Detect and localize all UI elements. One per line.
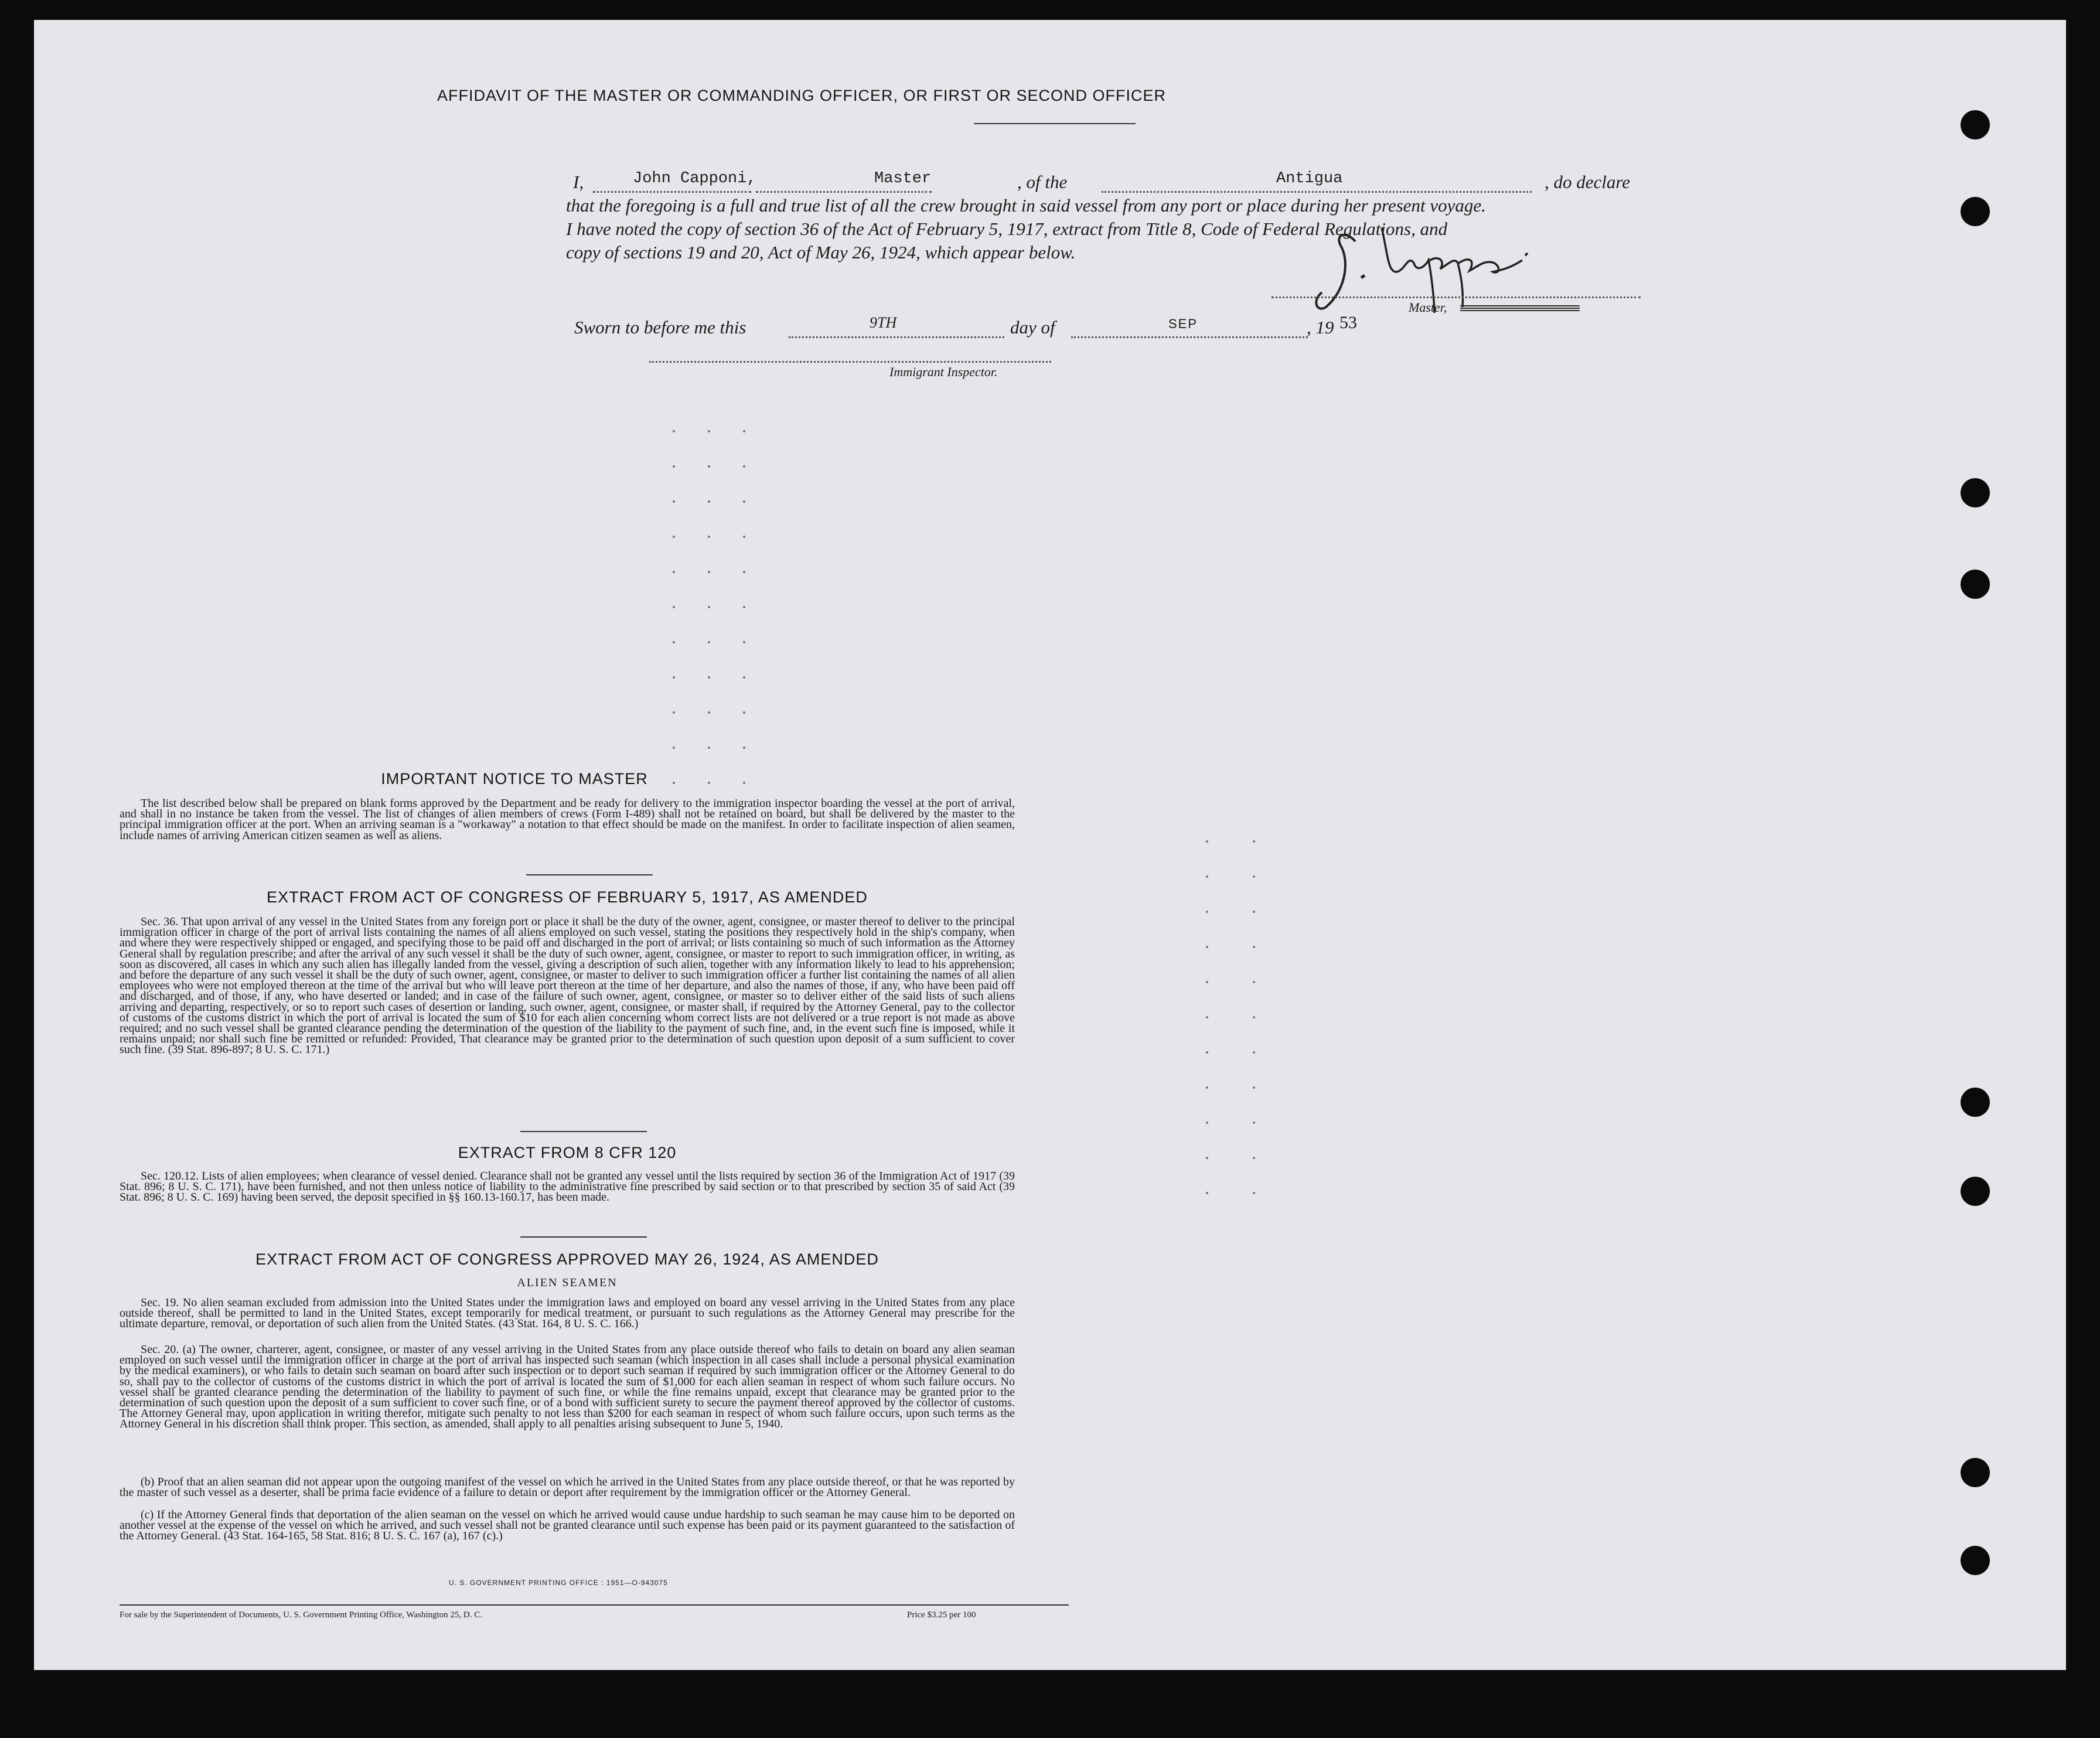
extract-1924-subtitle: ALIEN SEAMEN xyxy=(517,1276,618,1289)
scan-dot xyxy=(1206,946,1208,948)
scan-dot xyxy=(743,430,745,432)
sale-notice: For sale by the Superintendent of Documents, U. S. Government Printing Office, Washington 25, D. C. xyxy=(120,1610,482,1620)
scan-dot xyxy=(743,536,745,538)
scan-dot xyxy=(708,782,710,784)
vessel-name-field: Antigua xyxy=(1276,170,1343,188)
scan-dot xyxy=(743,500,745,503)
sworn-label: Sworn to before me this xyxy=(574,317,746,338)
scan-dot xyxy=(1206,1157,1208,1159)
scan-dot xyxy=(1253,875,1255,878)
scan-dot xyxy=(1206,1122,1208,1124)
vessel-field-line xyxy=(1102,191,1532,193)
scan-dot xyxy=(708,571,710,573)
scan-dot xyxy=(673,571,675,573)
scan-dot xyxy=(1206,1086,1208,1089)
sec-19-body: Sec. 19. No alien seaman excluded from admission into the United States under the immigration laws and employed on board any vessel arriving in the United States from any place outside thereof, shall be permitted to land in the United States, except temporarily for medical treatment, or pursuant to such regulations as the Attorney General may prescribe for the ultimate departure, removal, or deportation of such alien from the United States. (43 Stat. 164, 8 U. S. C. 166.) xyxy=(120,1296,1015,1331)
sworn-month-field: SEP xyxy=(1168,316,1198,331)
rank-field: Master xyxy=(874,170,932,188)
extract-1924-title: EXTRACT FROM ACT OF CONGRESS APPROVED MAY 26, 1924, AS AMENDED xyxy=(255,1250,879,1268)
price-label: Price $3.25 per 100 xyxy=(907,1610,976,1620)
scan-dot xyxy=(1206,1051,1208,1054)
extract-cfr-body: Sec. 120.12. Lists of alien employees; when clearance of vessel denied. Clearance shall not be granted any vessel until the lists required by section 36 of the Immigration Act of 1917 (39 Stat. 896; 8 U. S. C. 171), have been furnished, and not then unless notice of liability to the administrative fine prescribed by said section or to that prescribed by section 35 of said Act (39 Stat. 896; 8 U. S. C. 169) having been served, the deposit specified in §§ 160.13-160.17, has been made. xyxy=(120,1170,1015,1204)
scan-dot xyxy=(1253,1192,1255,1194)
affidavit-line-2: that the foregoing is a full and true list of all the crew brought in said vessel from any port or place during her present voyage. xyxy=(566,195,1486,216)
scan-dot xyxy=(1253,1086,1255,1089)
scan-dot xyxy=(1206,911,1208,913)
sec-20b-body: (b) Proof that an alien seaman did not appear upon the outgoing manifest of the vessel on which he arrived in the United States from any place outside thereof, or that he was reported by the master of such vessel as a deserter, shall be prima facie evidence of a failure to detain or deport after requirement by the immigration officer or the Attorney General. xyxy=(120,1475,1015,1500)
punch-hole xyxy=(1961,1088,1990,1117)
scan-dot xyxy=(708,500,710,503)
scan-dot xyxy=(708,747,710,749)
scan-dot xyxy=(1206,981,1208,983)
extract-1917-title: EXTRACT FROM ACT OF CONGRESS OF FEBRUARY 5, 1917, AS AMENDED xyxy=(267,888,868,906)
scan-dot xyxy=(673,430,675,432)
day-of-label: day of xyxy=(1010,317,1055,338)
notice-body: The list described below shall be prepared on blank forms approved by the Department and be ready for delivery to the immigration inspector boarding the vessel at the port of arrival, and shall in no instance be taken from the vessel. The list of changes of alien members of crews (Form I-489) shall not be retained on board, but shall be delivered by the master to the principal immigration officer at the port. When an arriving seaman is a "workaway" a notation to that effect should be made on the manifest. In order to facilitate inspection of alien seamen, include names of arriving American citizen seamen as well as aliens. xyxy=(120,797,1015,842)
scan-dot xyxy=(673,641,675,643)
scan-dot xyxy=(673,747,675,749)
scan-dot xyxy=(743,676,745,679)
affidavit-line-3: I have noted the copy of section 36 of the Act of February 5, 1917, extract from Title 8, Code of Federal Regulations, and xyxy=(566,219,1448,239)
scan-dot xyxy=(673,465,675,468)
scan-dot xyxy=(743,641,745,643)
affidavit-line-4: copy of sections 19 and 20, Act of May 26, 1924, which appear below. xyxy=(566,242,1076,263)
scan-dot xyxy=(743,782,745,784)
extract-1917-body: Sec. 36. That upon arrival of any vessel in the United States from any foreign port or place it shall be the duty of the owner, agent, consignee, or master thereof to deliver to the principal immigration officer in charge of the port of arrival lists containing the names of all aliens employed on such vessel, stating the positions they respectively hold in the ship's company, when and where they were respectively shipped or engaged, and specifying those to be paid off and discharged in the port of arrival; or lists containing so much of such information as the Attorney General shall by regulation prescribe; and after the arrival of any such vessel it shall be the duty of such owner, agent, consignee, or master to report to such immigration officer, in writing, as soon as discovered, all cases in which any such alien has illegally landed from the vessel, giving a description of such alien, together with any information likely to lead to his apprehension; and before the departure of any such vessel it shall be the duty of such owner, agent, consignee, or master to deliver to such immigration officer a further list containing the names of all alien employees who were not employed thereon at the time of the arrival but who will leave port thereon at the time of her departure, and also the names of those, if any, who have been paid off and discharged, and of those, if any, who have deserted or landed; and in case of the failure of such owner, agent, consignee, or master so to deliver either of the said lists of such aliens arriving and departing, respectively, or so to report such cases of desertion or landing, such owner, agent, consignee, or master shall, if required by the Attorney General, pay to the collector of customs of the customs district in which the port of arrival is located the sum of $10 for each alien concerning whom correct lists are not delivered or a true report is not made as above required; and no such vessel shall be granted clearance pending the determination of the question of the liability to the payment of such fine, and, in the event such fine is imposed, while it remains unpaid; nor shall such fine be remitted or refunded: Provided, That clearance may be granted prior to the determination of such question upon deposit of a sum sufficient to cover such fine. (39 Stat. 896-897; 8 U. S. C. 171.) xyxy=(120,915,1015,1057)
punch-hole xyxy=(1961,1546,1990,1575)
inspector-label: Immigrant Inspector. xyxy=(889,364,998,379)
scan-dot xyxy=(1206,840,1208,843)
scan-dot xyxy=(673,711,675,714)
printing-office-credit: U. S. GOVERNMENT PRINTING OFFICE : 1951—O-943075 xyxy=(449,1579,668,1587)
sworn-month-line xyxy=(1071,336,1308,338)
struck-signer-title xyxy=(1459,301,1582,315)
extract-cfr-title: EXTRACT FROM 8 CFR 120 xyxy=(458,1144,677,1161)
scan-dot xyxy=(673,782,675,784)
sworn-block xyxy=(539,313,1418,348)
scan-dot xyxy=(673,536,675,538)
rank-field-line xyxy=(756,191,932,193)
scan-dot xyxy=(1253,1051,1255,1054)
scan-dot xyxy=(708,465,710,468)
scan-dot xyxy=(743,606,745,608)
document-page xyxy=(34,20,2066,1670)
scan-dot xyxy=(743,571,745,573)
signature-area xyxy=(1241,219,1651,325)
sworn-year-field: 53 xyxy=(1339,313,1357,332)
scan-dot xyxy=(673,676,675,679)
scan-dot xyxy=(1206,875,1208,878)
footer-rule xyxy=(120,1604,1069,1606)
signer-title-label: Master, xyxy=(1409,300,1447,315)
scan-dot xyxy=(743,465,745,468)
scan-dot xyxy=(1253,1122,1255,1124)
scan-dot xyxy=(708,641,710,643)
extract-cfr-divider xyxy=(520,1236,647,1238)
sworn-day-field: 9TH xyxy=(870,314,897,331)
extract-1917-divider xyxy=(520,1131,647,1132)
punch-hole xyxy=(1961,1177,1990,1206)
punch-hole xyxy=(1961,478,1990,507)
scan-dot xyxy=(743,711,745,714)
scan-dot xyxy=(708,536,710,538)
sec-20a-body: Sec. 20. (a) The owner, charterer, agent, consignee, or master of any vessel arriving in the United States from any place outside thereof who fails to detain on board any alien seaman employed on such vessel until the immigration officer in charge at the port of arrival has inspected such seaman (which inspection in all cases shall include a personal physical examination by the medical examiners), or who fails to detain such seaman on board after such inspection or to deport such seaman if required by such immigration officer or the Attorney General to do so, shall pay to the collector of customs of the customs district in which the port of arrival is located the sum of $1,000 for each alien seaman in respect of whom such failure occurs. No vessel shall be granted clearance pending the determination of the liability to payment of such fine, or while the fine remains unpaid, except that clearance may be granted prior to the determination of such question upon the deposit of a sum sufficient to cover such fine, or of a bond with sufficient surety to secure the payment thereof approved by the collector of customs. The Attorney General may, upon application in writing therefor, mitigate such penalty to not less than $200 for each seaman in respect of whom such failure occurs, upon such terms as the Attorney General in his discretion shall think proper. This section, as amended, shall apply to all penalties arising subsequent to June 5, 1940. xyxy=(120,1343,1015,1431)
scan-dot xyxy=(1253,981,1255,983)
title-divider xyxy=(974,123,1136,124)
master-name-field: John Capponi, xyxy=(633,170,756,188)
scan-dot xyxy=(743,747,745,749)
do-declare-label: , do declare xyxy=(1545,172,1631,192)
of-the-label: , of the xyxy=(1017,172,1068,192)
scan-dot xyxy=(708,676,710,679)
punch-hole xyxy=(1961,570,1990,599)
punch-hole xyxy=(1961,110,1990,139)
inspector-signature-line xyxy=(649,361,1051,363)
sworn-day-line xyxy=(789,336,1004,338)
scan-dot xyxy=(1206,1192,1208,1194)
scan-dot xyxy=(1206,1016,1208,1018)
name-field-line xyxy=(593,191,751,193)
scan-dot xyxy=(708,430,710,432)
scan-dot xyxy=(1253,840,1255,843)
notice-divider xyxy=(526,874,653,875)
scan-dot xyxy=(673,500,675,503)
punch-hole xyxy=(1961,1458,1990,1487)
affidavit-lead: I, xyxy=(573,172,584,192)
scan-dot xyxy=(1253,911,1255,913)
sec-20c-body: (c) If the Attorney General finds that deportation of the alien seaman on the vessel on which he arrived would cause undue hardship to such seaman he may cause him to be deported on another vessel at the expense of the vessel on which he arrived, and such vessel shall not be granted clearance until such expense has been paid or its payment guaranteed to the satisfaction of the Attorney General. (43 Stat. 164-165, 58 Stat. 816; 8 U. S. C. 167 (a), 167 (c).) xyxy=(120,1508,1015,1543)
signature-line xyxy=(1271,297,1641,298)
year-prefix: , 19 xyxy=(1307,317,1334,338)
scan-dot xyxy=(1253,1016,1255,1018)
notice-title: IMPORTANT NOTICE TO MASTER xyxy=(381,770,648,788)
scan-dot xyxy=(708,711,710,714)
affidavit-title: AFFIDAVIT OF THE MASTER OR COMMANDING OFFICER, OR FIRST OR SECOND OFFICER xyxy=(437,87,1167,104)
scan-dot xyxy=(708,606,710,608)
scan-dot xyxy=(1253,946,1255,948)
punch-hole xyxy=(1961,197,1990,226)
scan-dot xyxy=(1253,1157,1255,1159)
scan-dot xyxy=(673,606,675,608)
